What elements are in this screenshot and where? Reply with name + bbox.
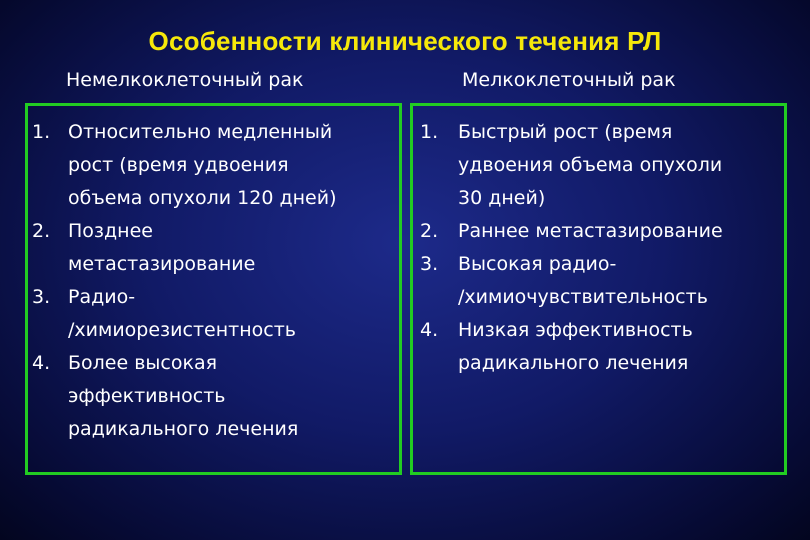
item-number: 3. xyxy=(32,286,51,308)
item-text: Раннее метастазирование xyxy=(458,220,723,242)
item-number: 1. xyxy=(420,121,439,143)
left-column-heading: Немелкоклеточный рак xyxy=(66,69,304,91)
item-number: 2. xyxy=(32,220,51,242)
list-item xyxy=(28,116,399,215)
slide-title: Особенности клинического течения РЛ xyxy=(148,26,662,56)
list-item xyxy=(413,116,784,215)
item-text: Радио- /химиорезистентность xyxy=(68,286,296,341)
item-number: 4. xyxy=(420,319,439,341)
right-column-heading: Мелкоклеточный рак xyxy=(462,69,676,91)
item-text: Низкая эффективность радикального лечения xyxy=(458,319,693,374)
left-feature-list xyxy=(28,116,399,446)
list-item xyxy=(413,314,784,380)
list-item xyxy=(28,347,399,446)
item-text: Позднее метастазирование xyxy=(68,220,256,275)
list-item xyxy=(28,215,399,281)
item-number: 2. xyxy=(420,220,439,242)
list-item xyxy=(28,281,399,347)
item-number: 1. xyxy=(32,121,51,143)
right-feature-list xyxy=(413,116,784,380)
item-text: Относительно медленный рост (время удвоения объема опухоли 120 дней) xyxy=(68,121,337,209)
item-number: 3. xyxy=(420,253,439,275)
right-feature-box xyxy=(410,103,787,475)
item-text: Быстрый рост (время удвоения объема опухоли 30 дней) xyxy=(458,121,723,209)
left-feature-box xyxy=(25,103,402,475)
item-text: Высокая радио- /химиочувствительность xyxy=(458,253,708,308)
list-item xyxy=(413,248,784,314)
item-text: Более высокая эффективность радикального лечения xyxy=(68,352,299,440)
list-item xyxy=(413,215,784,248)
item-number: 4. xyxy=(32,352,51,374)
